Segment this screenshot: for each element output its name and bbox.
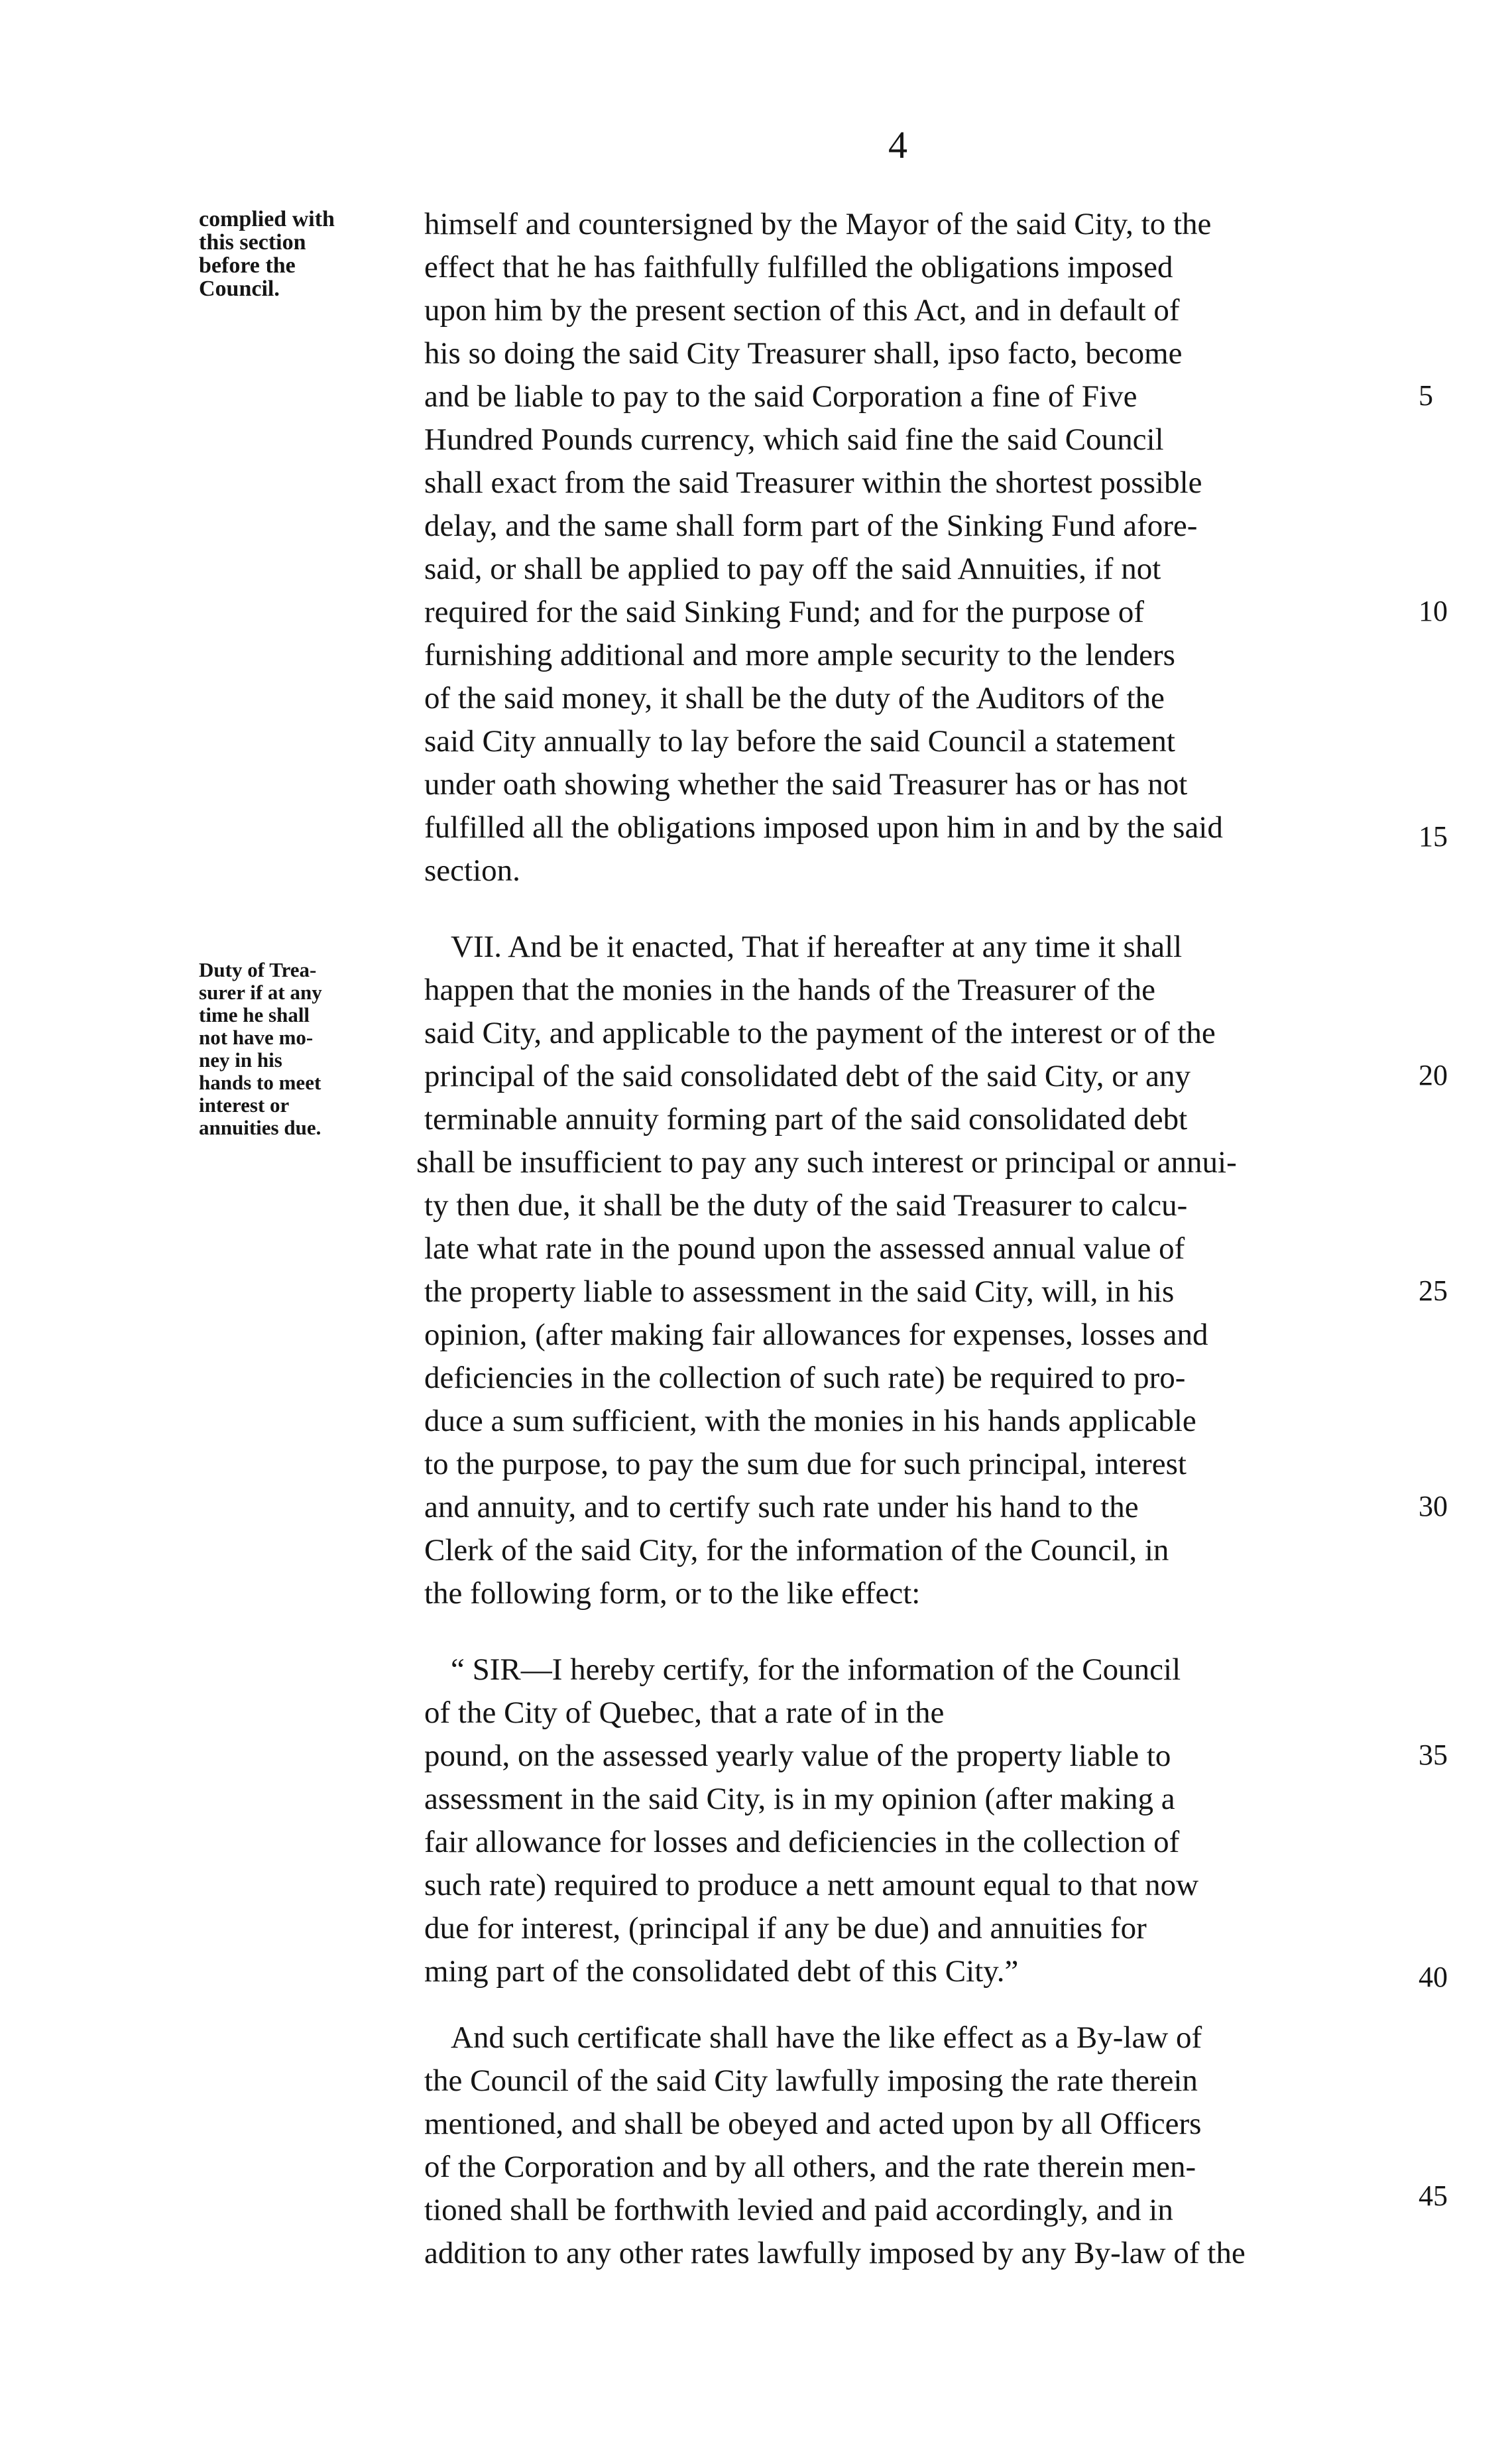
body-line: And such certificate shall have the like effect as a By-law of xyxy=(451,2020,1202,2055)
body-line: tioned shall be forthwith levied and paid accordingly, and in xyxy=(424,2193,1173,2227)
margin-note-line: Duty of Trea- xyxy=(199,958,317,981)
body-line: the Council of the said City lawfully imposing the rate therein xyxy=(424,2063,1198,2098)
body-line: assessment in the said City, is in my opinion (after making a xyxy=(424,1782,1175,1816)
body-line: fair allowance for losses and deficiencies in the collection of xyxy=(424,1825,1180,1859)
body-line: “ SIR—I hereby certify, for the information of the Council xyxy=(451,1652,1181,1687)
line-number: 10 xyxy=(1419,595,1448,627)
body-line: deficiencies in the collection of such rate) be required to pro- xyxy=(424,1361,1186,1395)
margin-note-line: this section xyxy=(199,230,306,255)
body-line: of the Corporation and by all others, and the rate therein men- xyxy=(424,2150,1196,2184)
body-line: himself and countersigned by the Mayor of the said City, to the xyxy=(424,207,1212,241)
body-line: effect that he has faithfully fulfilled the obligations imposed xyxy=(424,250,1173,284)
body-line: required for the said Sinking Fund; and for the purpose of xyxy=(424,595,1145,629)
body-line: delay, and the same shall form part of the Sinking Fund afore- xyxy=(424,509,1198,543)
line-number: 30 xyxy=(1419,1490,1448,1522)
body-line: said City, and applicable to the payment of the interest or of the xyxy=(424,1016,1216,1050)
body-line: the property liable to assessment in the said City, will, in his xyxy=(424,1274,1175,1309)
body-line: happen that the monies in the hands of the Treasurer of the xyxy=(424,973,1155,1007)
margin-note-line: ney in his xyxy=(199,1048,282,1072)
body-line: said City annually to lay before the said Council a statement xyxy=(424,724,1175,759)
body-line: pound, on the assessed yearly value of the property liable to xyxy=(424,1739,1171,1773)
margin-note-line: interest or xyxy=(199,1093,290,1117)
margin-note-line: hands to meet xyxy=(199,1071,321,1094)
body-line: ty then due, it shall be the duty of the said Treasurer to calcu- xyxy=(424,1188,1188,1223)
margin-note-line: surer if at any xyxy=(199,981,322,1004)
body-line: Clerk of the said City, for the information of the Council, in xyxy=(424,1533,1169,1568)
body-line: upon him by the present section of this Act, and in default of xyxy=(424,293,1180,328)
body-line: to the purpose, to pay the sum due for such principal, interest xyxy=(424,1447,1187,1481)
margin-note-line: complied with xyxy=(199,207,335,231)
line-number: 40 xyxy=(1419,1961,1448,1993)
line-number: 25 xyxy=(1419,1274,1448,1307)
body-line: Hundred Pounds currency, which said fine the said Council xyxy=(424,422,1164,457)
line-number: 35 xyxy=(1419,1739,1448,1771)
body-line: mentioned, and shall be obeyed and acted upon by all Officers xyxy=(424,2107,1202,2141)
body-line: addition to any other rates lawfully imposed by any By-law of the xyxy=(424,2236,1246,2270)
margin-note-line: before the xyxy=(199,253,296,278)
body-line: the following form, or to the like effect: xyxy=(424,1576,921,1611)
body-line: said, or shall be applied to pay off the said Annuities, if not xyxy=(424,552,1161,586)
body-line: fulfilled all the obligations imposed upon him in and by the said xyxy=(424,810,1223,845)
body-line: opinion, (after making fair allowances for expenses, losses and xyxy=(424,1318,1208,1352)
body-line: furnishing additional and more ample security to the lenders xyxy=(424,638,1175,672)
body-line: his so doing the said City Treasurer shall, ipso facto, become xyxy=(424,336,1183,371)
body-line: late what rate in the pound upon the assessed annual value of xyxy=(424,1231,1185,1266)
body-line: duce a sum sufficient, with the monies in his hands applicable xyxy=(424,1404,1196,1438)
page-number: 4 xyxy=(888,123,907,166)
margin-note-line: Council. xyxy=(199,277,280,301)
body-line: and be liable to pay to the said Corporation a fine of Five xyxy=(424,379,1137,414)
margin-note-line: time he shall xyxy=(199,1003,310,1026)
body-line: of the said money, it shall be the duty of the Auditors of the xyxy=(424,681,1165,715)
margin-note-treasurer-duty xyxy=(199,959,411,1139)
body-line: under oath showing whether the said Treasurer has or has not xyxy=(424,767,1188,802)
body-line: terminable annuity forming part of the said consolidated debt xyxy=(424,1102,1188,1137)
margin-note-compliance xyxy=(199,208,411,300)
line-number: 5 xyxy=(1419,379,1433,412)
margin-note-line: not have mo- xyxy=(199,1026,314,1049)
line-number: 20 xyxy=(1419,1059,1448,1091)
body-line: and annuity, and to certify such rate under his hand to the xyxy=(424,1490,1139,1524)
body-line: section. xyxy=(424,853,520,888)
body-line: ming part of the consolidated debt of this City.” xyxy=(424,1954,1019,1989)
body-line: principal of the said consolidated debt of the said City, or any xyxy=(424,1059,1191,1093)
margin-note-line: annuities due. xyxy=(199,1116,321,1139)
body-line: of the City of Quebec, that a rate of in the xyxy=(424,1695,945,1730)
body-line: such rate) required to produce a nett amount equal to that now xyxy=(424,1868,1199,1902)
body-line: due for interest, (principal if any be due) and annuities for xyxy=(424,1911,1147,1945)
line-number: 15 xyxy=(1419,820,1448,853)
body-line: shall be insufficient to pay any such interest or principal or annui- xyxy=(416,1145,1237,1180)
body-line: shall exact from the said Treasurer within the shortest possible xyxy=(424,465,1202,500)
body-line: VII. And be it enacted, That if hereafter at any time it shall xyxy=(451,930,1183,964)
line-number: 45 xyxy=(1419,2180,1448,2212)
